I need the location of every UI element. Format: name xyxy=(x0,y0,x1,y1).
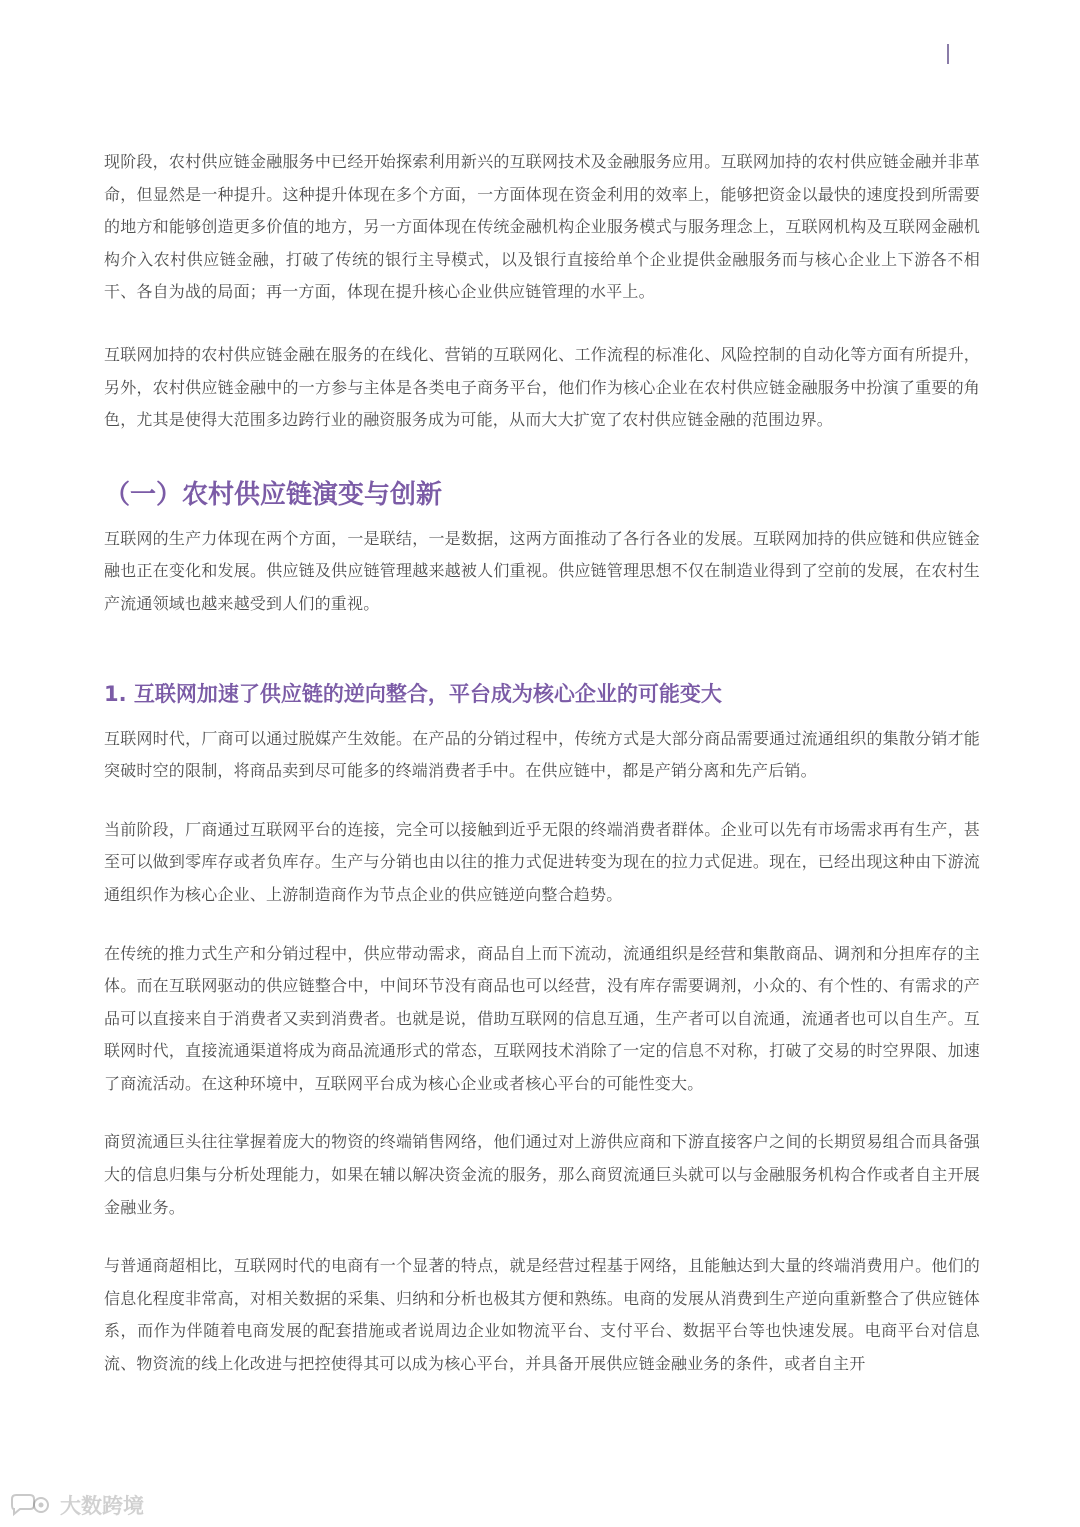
section-paragraph: 互联网的生产力体现在两个方面，一是联结，一是数据，这两方面推动了各行各业的发展。互联网加持的供应链和供应链金融也正在变化和发展。供应链及供应链管理越来越被人们重视。供应链管理思想不仅在制造业得到了空前的发展，在农村生产流通领域也越来越受到人们的重视。 xyxy=(104,528,980,613)
subsection-paragraph-2: 当前阶段，厂商通过互联网平台的连接，完全可以接触到近乎无限的终端消费者群体。企业可以先有市场需求再有生产，甚至可以做到零库存或者负库存。生产与分销也由以往的推力式促进转变为现在的拉力式促进。现在，已经出现这种由下游流通组织作为核心企业、上游制造商作为节点企业的供应链逆向整合趋势。 xyxy=(104,819,980,904)
subsection-paragraph-1: 互联网时代，厂商可以通过脱媒产生效能。在产品的分销过程中，传统方式是大部分商品需要通过流通组织的集散分销才能突破时空的限制，将商品卖到尽可能多的终端消费者手中。在供应链中，都是产销分离和先产后销。 xyxy=(104,728,980,781)
watermark-text: 大数跨境 xyxy=(60,1494,144,1518)
subsection-paragraph-4: 商贸流通巨头往往掌握着庞大的物资的终端销售网络，他们通过对上游供应商和下游直接客户之间的长期贸易组合而具备强大的信息归集与分析处理能力，如果在辅以解决资金流的服务，那么商贸流通巨头就可以与金融服务机构合作或者自主开展金融业务。 xyxy=(104,1132,980,1217)
page-marker-line xyxy=(947,44,949,64)
intro-paragraph-2: 互联网加持的农村供应链金融在服务的在线化、营销的互联网化、工作流程的标准化、风险控制的自动化等方面有所提升，另外，农村供应链金融中的一方参与主体是各类电子商务平台，他们作为核心企业在农村供应链金融服务中扮演了重要的角色，尤其是使得大范围多边跨行业的融资服务成为可能，从而大大扩宽了农村供应链金融的范围边界。 xyxy=(104,344,980,430)
intro-paragraph-1: 现阶段，农村供应链金融服务中已经开始探索利用新兴的互联网技术及金融服务应用。互联网加持的农村供应链金融并非革命，但显然是一种提升。这种提升体现在多个方面，一方面体现在资金利用的效率上，能够把资金以最快的速度投到所需要的地方和能够创造更多价值的地方，另一方面体现在传统金融机构企业服务模式与服务理念上，互联网机构及互联网金融机构介入农村供应链金融，打破了传统的银行主导模式，以及银行直接给单个企业提供金融服务而与核心企业上下游各不相干、各自为战的局面；再一方面，体现在提升核心企业供应链管理的水平上。 xyxy=(104,152,980,302)
document-body xyxy=(104,146,980,1381)
section-heading: （一）农村供应链演变与创新 xyxy=(104,479,443,510)
subsection-paragraph-5: 与普通商超相比，互联网时代的电商有一个显著的特点，就是经营过程基于网络，且能触达到大量的终端消费用户。他们的信息化程度非常高，对相关数据的采集、归纳和分析也极其方便和熟练。电商的发展从消费到生产逆向重新整合了供应链体系，而作为伴随着电商发展的配套措施或者说周边企业如物流平台、支付平台、数据平台等也快速发展。电商平台对信息流、物资流的线上化改进与把控使得其可以成为核心平台，并具备开展供应链金融业务的条件，或者自主开 xyxy=(104,1256,980,1374)
subsection-heading: 1. 互联网加速了供应链的逆向整合，平台成为核心企业的可能变大 xyxy=(104,681,722,706)
watermark xyxy=(8,1490,144,1520)
subsection-paragraph-3: 在传统的推力式生产和分销过程中，供应带动需求，商品自上而下流动，流通组织是经营和集散商品、调剂和分担库存的主体。而在互联网驱动的供应链整合中，中间环节没有商品也可以经营，没有库存需要调剂，小众的、有个性的、有需求的产品可以直接来自于消费者又卖到消费者。也就是说，借助互联网的信息互通，生产者可以自流通，流通者也可以自生产。互联网时代，直接流通渠道将成为商品流通形式的常态，互联网技术消除了一定的信息不对称，打破了交易的时空界限、加速了商流活动。在这种环境中，互联网平台成为核心企业或者核心平台的可能性变大。 xyxy=(104,943,980,1093)
chat-bubble-logo-icon xyxy=(8,1493,54,1517)
